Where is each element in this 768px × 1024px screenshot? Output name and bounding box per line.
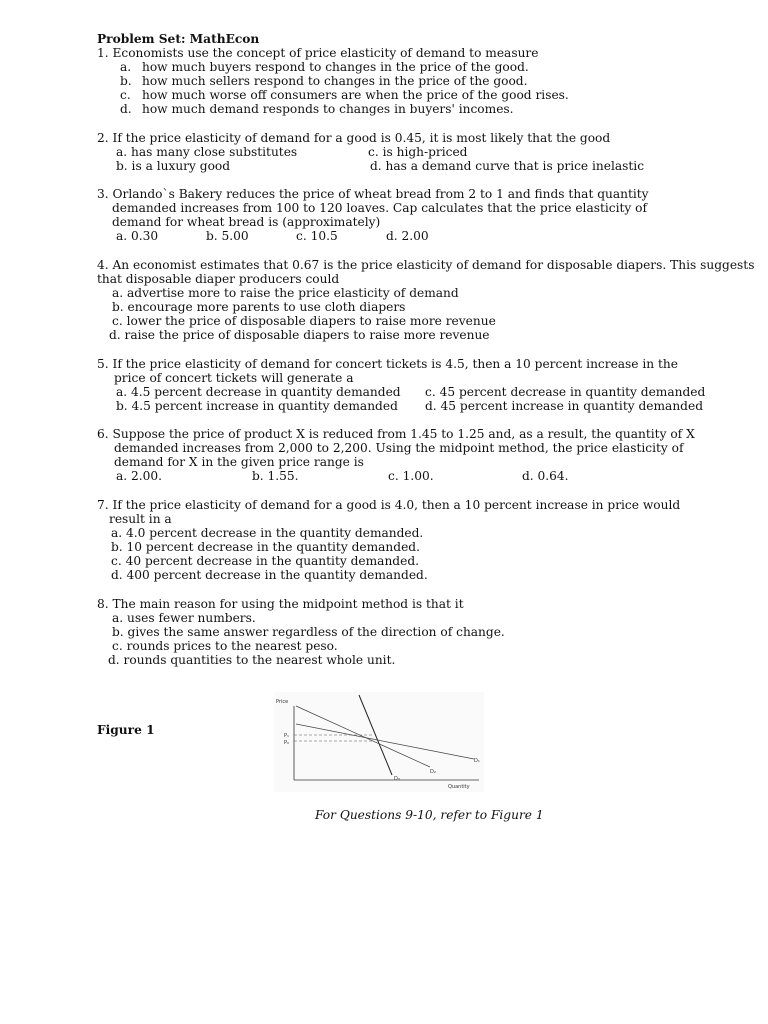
question-8-stem: 8. The main reason for using the midpoint method is that it <box>97 597 464 611</box>
question-1-option-d-letter: d. <box>120 102 132 116</box>
question-4-line-2: that disposable diaper producers could <box>97 272 340 286</box>
demand-curves-figure <box>274 692 484 792</box>
question-3-line-1: 3. Orlando`s Bakery reduces the price of wheat bread from 2 to 1 and finds that quantity <box>97 187 649 201</box>
question-3-option-b: b. 5.00 <box>206 229 249 243</box>
question-1-option-b: how much sellers respond to changes in the price of the good. <box>142 74 528 88</box>
d1-label: D₁ <box>474 758 480 764</box>
d3-label: D₃ <box>394 776 400 782</box>
question-1-option-a: how much buyers respond to changes in the price of the good. <box>142 60 529 74</box>
question-2-stem: 2. If the price elasticity of demand for a good is 0.45, it is most likely that the good <box>97 131 611 145</box>
question-4-line-1: 4. An economist estimates that 0.67 is the price elasticity of demand for disposable diapers. This suggests <box>97 258 755 272</box>
question-8-option-a: a. uses fewer numbers. <box>112 611 256 625</box>
question-2-option-a: a. has many close substitutes <box>116 145 298 159</box>
x-axis-label: Quantity <box>448 784 470 790</box>
question-6-line-2: demanded increases from 2,000 to 2,200. Using the midpoint method, the price elasticity of <box>114 441 684 455</box>
question-8-option-b: b. gives the same answer regardless of the direction of change. <box>112 625 505 639</box>
question-1-option-c-letter: c. <box>120 88 131 102</box>
d2-label: D₂ <box>430 769 436 775</box>
question-6-option-d: d. 0.64. <box>522 469 569 483</box>
question-6-line-3: demand for X in the given price range is <box>114 455 364 469</box>
question-7-line-2: result in a <box>109 512 172 526</box>
question-7-line-1: 7. If the price elasticity of demand for a good is 4.0, then a 10 percent increase in price would <box>97 498 681 512</box>
question-7-option-c: c. 40 percent decrease in the quantity demanded. <box>111 554 419 568</box>
question-1-option-c: how much worse off consumers are when the price of the good rises. <box>142 88 569 102</box>
question-5-option-c: c. 45 percent decrease in quantity demanded <box>425 385 706 399</box>
question-4-option-d: d. raise the price of disposable diapers to raise more revenue <box>109 328 490 342</box>
question-2-option-b: b. is a luxury good <box>116 159 231 173</box>
question-3-option-c: c. 10.5 <box>296 229 338 243</box>
question-7-option-b: b. 10 percent decrease in the quantity demanded. <box>111 540 420 554</box>
figure-caption: For Questions 9-10, refer to Figure 1 <box>315 808 544 822</box>
question-7-option-a: a. 4.0 percent decrease in the quantity demanded. <box>111 526 424 540</box>
question-8-option-d: d. rounds quantities to the nearest whole unit. <box>108 653 396 667</box>
question-3-line-3: demand for wheat bread is (approximately) <box>112 215 381 229</box>
p0-label: P₀ <box>284 740 290 746</box>
question-5-line-1: 5. If the price elasticity of demand for concert tickets is 4.5, then a 10 percent increase in the <box>97 357 678 371</box>
question-4-option-c: c. lower the price of disposable diapers to raise more revenue <box>112 314 496 328</box>
question-5-option-d: d. 45 percent increase in quantity demanded <box>425 399 703 413</box>
question-4-option-b: b. encourage more parents to use cloth diapers <box>112 300 406 314</box>
question-6-line-1: 6. Suppose the price of product X is reduced from 1.45 to 1.25 and, as a result, the quantity of X <box>97 427 695 441</box>
question-1-option-d: how much demand responds to changes in buyers' incomes. <box>142 102 514 116</box>
question-7-option-d: d. 400 percent decrease in the quantity demanded. <box>111 568 428 582</box>
question-3-line-2: demanded increases from 100 to 120 loaves. Cap calculates that the price elasticity of <box>112 201 647 215</box>
question-1-option-a-letter: a. <box>120 60 132 74</box>
question-5-option-b: b. 4.5 percent increase in quantity demanded <box>116 399 398 413</box>
figure-label: Figure 1 <box>97 723 155 737</box>
question-6-option-b: b. 1.55. <box>252 469 299 483</box>
question-6-option-c: c. 1.00. <box>388 469 434 483</box>
question-1-stem: 1. Economists use the concept of price elasticity of demand to measure <box>97 46 539 60</box>
p1-label: P₁ <box>284 733 290 739</box>
question-3-option-d: d. 2.00 <box>386 229 429 243</box>
question-8-option-c: c. rounds prices to the nearest peso. <box>112 639 338 653</box>
question-2-option-c: c. is high-priced <box>368 145 468 159</box>
page-title: Problem Set: MathEcon <box>97 32 260 46</box>
question-2-option-d: d. has a demand curve that is price inelastic <box>370 159 645 173</box>
question-5-option-a: a. 4.5 percent decrease in quantity demanded <box>116 385 401 399</box>
question-6-option-a: a. 2.00. <box>116 469 163 483</box>
y-axis-label: Price <box>276 699 289 705</box>
question-4-option-a: a. advertise more to raise the price elasticity of demand <box>112 286 459 300</box>
question-1-option-b-letter: b. <box>120 74 132 88</box>
question-3-option-a: a. 0.30 <box>116 229 159 243</box>
figure-background <box>274 692 484 792</box>
question-5-line-2: price of concert tickets will generate a <box>114 371 354 385</box>
